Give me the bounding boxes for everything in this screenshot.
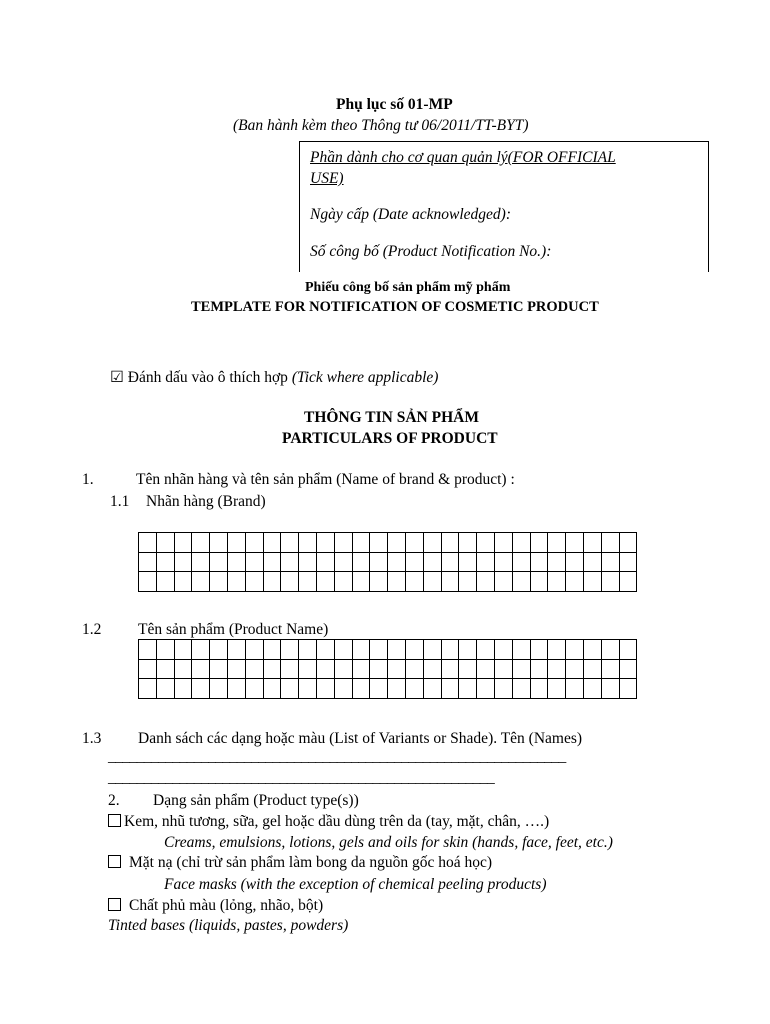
option-creams-en: Creams, emulsions, lotions, gels and oils for skin (hands, face, feet, etc.) [164, 834, 613, 851]
grid-cell[interactable] [263, 659, 281, 679]
grid-cell[interactable] [192, 659, 210, 679]
grid-cell[interactable] [512, 679, 530, 699]
grid-cell[interactable] [245, 640, 263, 660]
brand-entry-grid[interactable] [138, 532, 637, 592]
grid-cell[interactable] [583, 552, 601, 572]
grid-cell[interactable] [263, 533, 281, 553]
item1-1-label: Nhãn hàng (Brand) [146, 493, 266, 510]
grid-cell[interactable] [370, 572, 388, 592]
grid-cell[interactable] [423, 552, 441, 572]
notification-number-label: Số công bố (Product Notification No.): [310, 243, 552, 260]
grid-cell[interactable] [423, 572, 441, 592]
grid-cell[interactable] [192, 572, 210, 592]
grid-cell[interactable] [405, 679, 423, 699]
grid-cell[interactable] [334, 552, 352, 572]
grid-cell[interactable] [227, 572, 245, 592]
grid-cell[interactable] [352, 572, 370, 592]
grid-cell[interactable] [530, 640, 548, 660]
grid-cell[interactable] [245, 679, 263, 699]
grid-cell[interactable] [494, 572, 512, 592]
grid-cell[interactable] [530, 679, 548, 699]
item1-number: 1. [82, 471, 94, 488]
grid-cell[interactable] [316, 572, 334, 592]
grid-cell[interactable] [388, 640, 406, 660]
grid-cell[interactable] [566, 552, 584, 572]
grid-cell[interactable] [494, 679, 512, 699]
grid-cell[interactable] [583, 533, 601, 553]
grid-cell[interactable] [405, 533, 423, 553]
grid-row [139, 552, 637, 572]
grid-cell[interactable] [583, 640, 601, 660]
grid-cell[interactable] [352, 552, 370, 572]
grid-cell[interactable] [245, 552, 263, 572]
grid-cell[interactable] [352, 679, 370, 699]
grid-cell[interactable] [174, 533, 192, 553]
grid-cell[interactable] [423, 659, 441, 679]
product-type-option [108, 854, 492, 872]
grid-cell[interactable] [156, 659, 174, 679]
grid-cell[interactable] [316, 679, 334, 699]
grid-cell[interactable] [512, 552, 530, 572]
grid-cell[interactable] [619, 533, 637, 553]
grid-cell[interactable] [139, 640, 157, 660]
grid-row [139, 679, 637, 699]
grid-cell[interactable] [263, 552, 281, 572]
grid-cell[interactable] [601, 552, 619, 572]
grid-cell[interactable] [548, 533, 566, 553]
grid-cell[interactable] [601, 679, 619, 699]
grid-cell[interactable] [459, 533, 477, 553]
grid-cell[interactable] [566, 659, 584, 679]
grid-cell[interactable] [263, 679, 281, 699]
tick-instruction-en: (Tick where applicable) [291, 369, 439, 386]
date-acknowledged-label: Ngày cấp (Date acknowledged): [310, 206, 512, 223]
official-use-label-line2: USE) [310, 170, 344, 187]
product-type-option [108, 813, 549, 831]
tick-instruction [110, 368, 438, 387]
grid-cell[interactable] [619, 679, 637, 699]
grid-cell[interactable] [370, 659, 388, 679]
grid-cell[interactable] [227, 679, 245, 699]
grid-cell[interactable] [441, 659, 459, 679]
product-name-entry-grid[interactable] [138, 639, 637, 699]
grid-cell[interactable] [245, 659, 263, 679]
grid-cell[interactable] [210, 659, 228, 679]
grid-cell[interactable] [281, 659, 299, 679]
grid-cell[interactable] [423, 679, 441, 699]
form-title-en: TEMPLATE FOR NOTIFICATION OF COSMETIC PRODUCT [191, 299, 599, 315]
grid-cell[interactable] [192, 533, 210, 553]
grid-cell[interactable] [352, 640, 370, 660]
grid-cell[interactable] [441, 533, 459, 553]
grid-cell[interactable] [299, 659, 317, 679]
grid-cell[interactable] [245, 572, 263, 592]
grid-cell[interactable] [210, 552, 228, 572]
grid-cell[interactable] [512, 533, 530, 553]
grid-cell[interactable] [566, 640, 584, 660]
grid-cell[interactable] [210, 572, 228, 592]
variants-fill-line-2[interactable]: ______________________________________________________ [108, 769, 495, 786]
grid-cell[interactable] [477, 640, 495, 660]
grid-cell[interactable] [174, 572, 192, 592]
grid-cell[interactable] [548, 640, 566, 660]
grid-cell[interactable] [227, 533, 245, 553]
item2-number: 2. [108, 792, 120, 809]
grid-cell[interactable] [334, 572, 352, 592]
item1-label: Tên nhãn hàng và tên sản phẩm (Name of brand & product) : [136, 471, 515, 488]
grid-cell[interactable] [156, 572, 174, 592]
grid-cell[interactable] [210, 533, 228, 553]
grid-cell[interactable] [352, 533, 370, 553]
grid-cell[interactable] [405, 659, 423, 679]
grid-cell[interactable] [566, 572, 584, 592]
grid-cell[interactable] [441, 640, 459, 660]
appendix-title: Phụ lục số 01-MP [336, 96, 453, 113]
grid-row [139, 640, 637, 660]
grid-cell[interactable] [494, 640, 512, 660]
option-face-masks-en: Face masks (with the exception of chemical peeling products) [164, 876, 547, 893]
grid-cell[interactable] [388, 659, 406, 679]
grid-cell[interactable] [548, 572, 566, 592]
grid-cell[interactable] [139, 679, 157, 699]
grid-cell[interactable] [459, 679, 477, 699]
checkbox-tinted-bases[interactable] [108, 898, 121, 911]
grid-cell[interactable] [459, 572, 477, 592]
option-creams-vi: Kem, nhũ tương, sữa, gel hoặc dầu dùng trên da (tay, mặt, chân, ….) [124, 813, 550, 830]
grid-cell[interactable] [459, 659, 477, 679]
grid-cell[interactable] [405, 640, 423, 660]
option-tinted-bases-en: Tinted bases (liquids, pastes, powders) [108, 917, 349, 934]
grid-cell[interactable] [299, 533, 317, 553]
grid-cell[interactable] [316, 640, 334, 660]
grid-cell[interactable] [227, 659, 245, 679]
grid-cell[interactable] [405, 572, 423, 592]
grid-cell[interactable] [512, 659, 530, 679]
grid-cell[interactable] [423, 640, 441, 660]
official-use-box [299, 141, 709, 272]
grid-cell[interactable] [388, 679, 406, 699]
grid-cell[interactable] [583, 659, 601, 679]
grid-cell[interactable] [477, 659, 495, 679]
grid-cell[interactable] [601, 640, 619, 660]
grid-cell[interactable] [619, 659, 637, 679]
grid-cell[interactable] [263, 640, 281, 660]
grid-cell[interactable] [583, 679, 601, 699]
grid-cell[interactable] [210, 640, 228, 660]
variants-fill-line-1[interactable]: ________________________________________________________________ [108, 748, 566, 765]
grid-cell[interactable] [192, 679, 210, 699]
grid-cell[interactable] [477, 533, 495, 553]
grid-cell[interactable] [548, 659, 566, 679]
issued-with-note: (Ban hành kèm theo Thông tư 06/2011/TT-BYT) [233, 117, 529, 134]
grid-cell[interactable] [263, 572, 281, 592]
grid-cell[interactable] [281, 679, 299, 699]
item1-3-label: Danh sách các dạng hoặc màu (List of Variants or Shade). Tên (Names) [138, 730, 583, 747]
grid-cell[interactable] [370, 533, 388, 553]
grid-cell[interactable] [334, 640, 352, 660]
tick-instruction-vi: Đánh dấu vào ô thích hợp [127, 369, 288, 386]
grid-cell[interactable] [281, 640, 299, 660]
grid-row [139, 572, 637, 592]
grid-cell[interactable] [299, 572, 317, 592]
grid-cell[interactable] [530, 533, 548, 553]
grid-cell[interactable] [156, 552, 174, 572]
grid-cell[interactable] [548, 552, 566, 572]
grid-cell[interactable] [388, 552, 406, 572]
grid-cell[interactable] [405, 552, 423, 572]
grid-cell[interactable] [423, 533, 441, 553]
grid-cell[interactable] [156, 640, 174, 660]
grid-cell[interactable] [477, 552, 495, 572]
grid-row [139, 659, 637, 679]
checkbox-face-masks[interactable] [108, 855, 121, 868]
grid-cell[interactable] [566, 533, 584, 553]
grid-cell[interactable] [619, 640, 637, 660]
grid-cell[interactable] [139, 552, 157, 572]
grid-cell[interactable] [316, 659, 334, 679]
grid-cell[interactable] [530, 659, 548, 679]
grid-cell[interactable] [299, 679, 317, 699]
grid-cell[interactable] [548, 679, 566, 699]
form-title-vi: Phiếu công bố sản phẩm mỹ phẩm [305, 280, 511, 295]
grid-cell[interactable] [174, 552, 192, 572]
grid-cell[interactable] [388, 572, 406, 592]
grid-cell[interactable] [530, 572, 548, 592]
grid-cell[interactable] [601, 659, 619, 679]
grid-cell[interactable] [441, 679, 459, 699]
checked-box-icon: ☑ [110, 369, 124, 386]
item2-label: Dạng sản phẩm (Product type(s)) [153, 792, 359, 809]
grid-cell[interactable] [334, 659, 352, 679]
grid-cell[interactable] [210, 679, 228, 699]
grid-cell[interactable] [227, 552, 245, 572]
grid-cell[interactable] [316, 552, 334, 572]
grid-cell[interactable] [477, 572, 495, 592]
checkbox-creams[interactable] [108, 814, 121, 827]
grid-cell[interactable] [299, 552, 317, 572]
item1-3-number: 1.3 [82, 730, 102, 747]
grid-cell[interactable] [227, 640, 245, 660]
grid-cell[interactable] [512, 640, 530, 660]
grid-cell[interactable] [156, 679, 174, 699]
grid-cell[interactable] [494, 552, 512, 572]
grid-cell[interactable] [619, 552, 637, 572]
option-tinted-bases-vi: Chất phủ màu (lỏng, nhão, bột) [129, 897, 324, 914]
grid-cell[interactable] [441, 572, 459, 592]
grid-cell[interactable] [139, 659, 157, 679]
grid-cell[interactable] [459, 640, 477, 660]
grid-cell[interactable] [174, 640, 192, 660]
item1-2-number: 1.2 [82, 621, 102, 638]
grid-cell[interactable] [156, 533, 174, 553]
grid-cell[interactable] [334, 679, 352, 699]
grid-cell[interactable] [566, 679, 584, 699]
grid-cell[interactable] [139, 533, 157, 553]
grid-cell[interactable] [494, 659, 512, 679]
item1-1-number: 1.1 [110, 493, 130, 510]
grid-cell[interactable] [192, 552, 210, 572]
grid-row [139, 533, 637, 553]
option-face-masks-vi: Mặt nạ (chỉ trừ sản phẩm làm bong da nguồn gốc hoá học) [129, 854, 493, 871]
grid-cell[interactable] [352, 659, 370, 679]
grid-cell[interactable] [370, 640, 388, 660]
grid-cell[interactable] [370, 552, 388, 572]
grid-cell[interactable] [299, 640, 317, 660]
grid-cell[interactable] [601, 533, 619, 553]
item1-2-label: Tên sản phẩm (Product Name) [138, 621, 329, 638]
grid-cell[interactable] [619, 572, 637, 592]
grid-cell[interactable] [441, 552, 459, 572]
grid-cell[interactable] [174, 659, 192, 679]
grid-cell[interactable] [494, 533, 512, 553]
grid-cell[interactable] [245, 533, 263, 553]
grid-cell[interactable] [316, 533, 334, 553]
grid-cell[interactable] [583, 572, 601, 592]
official-use-label-line1: Phần dành cho cơ quan quản lý(FOR OFFICIAL [310, 149, 616, 166]
grid-cell[interactable] [601, 572, 619, 592]
grid-cell[interactable] [370, 679, 388, 699]
section-title-vi: THÔNG TIN SẢN PHẨM [304, 409, 479, 426]
grid-cell[interactable] [174, 679, 192, 699]
grid-cell[interactable] [192, 640, 210, 660]
grid-cell[interactable] [459, 552, 477, 572]
grid-cell[interactable] [281, 533, 299, 553]
product-type-option [108, 897, 323, 915]
grid-cell[interactable] [281, 572, 299, 592]
grid-cell[interactable] [512, 572, 530, 592]
grid-cell[interactable] [477, 679, 495, 699]
grid-cell[interactable] [334, 533, 352, 553]
grid-cell[interactable] [139, 572, 157, 592]
grid-cell[interactable] [388, 533, 406, 553]
section-title-en: PARTICULARS OF PRODUCT [282, 430, 498, 447]
grid-cell[interactable] [281, 552, 299, 572]
grid-cell[interactable] [530, 552, 548, 572]
